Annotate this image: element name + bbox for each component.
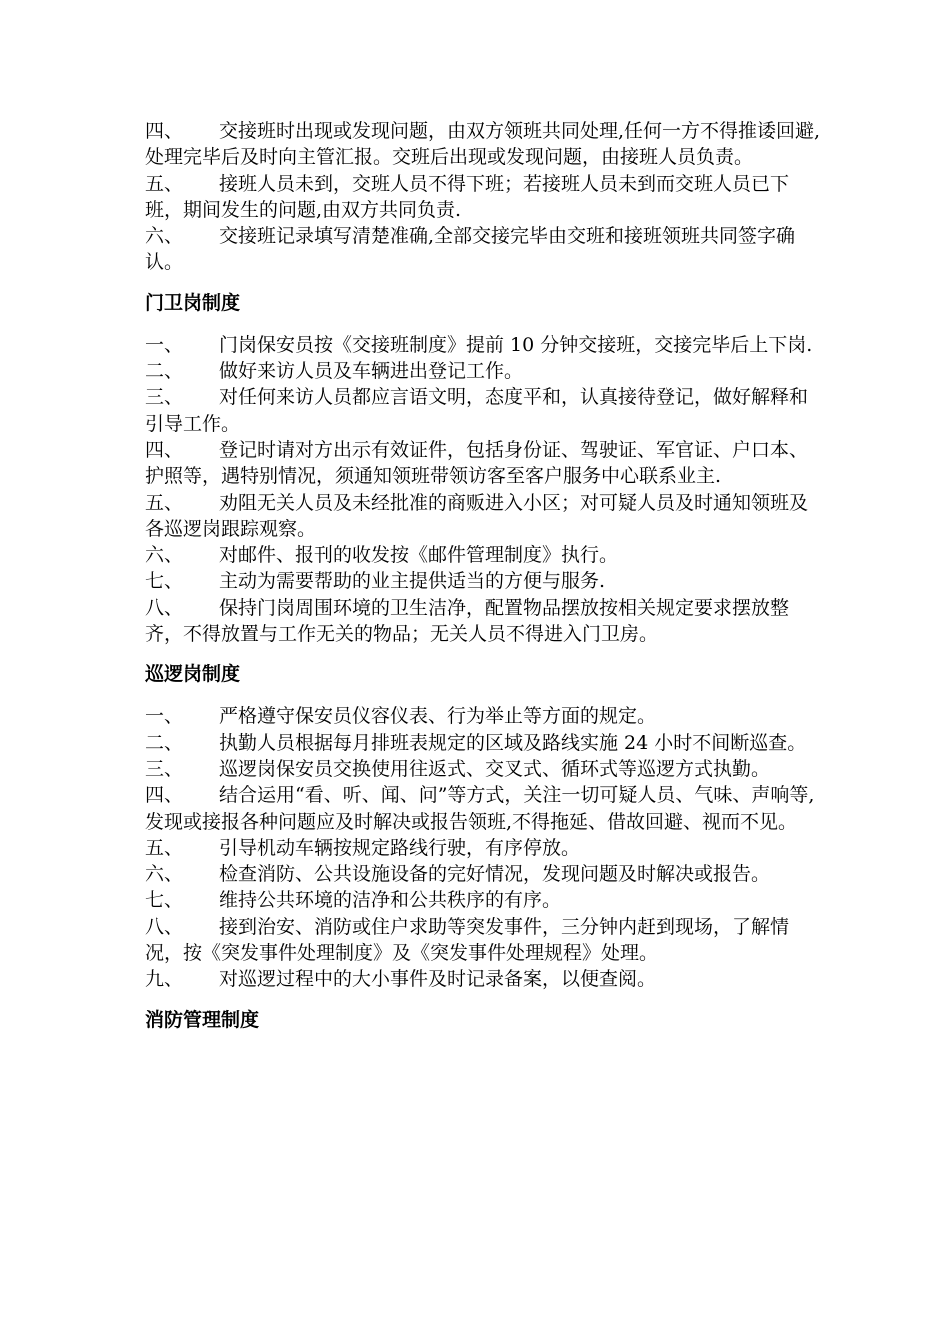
- section-heading: 巡逻岗制度: [145, 663, 241, 686]
- list-item: [145, 730, 825, 756]
- list-item: [145, 118, 825, 171]
- item-text: 做好来访人员及车辆进出登记工作。: [219, 360, 524, 383]
- list-item: [145, 332, 825, 358]
- item-number: 六、: [145, 544, 184, 567]
- item-number: 五、: [145, 172, 184, 195]
- list-item: [145, 595, 825, 648]
- list-item: [145, 171, 825, 224]
- section-heading: 门卫岗制度: [145, 291, 241, 314]
- item-text: 维持公共环境的洁净和公共秩序的有序。: [219, 889, 562, 912]
- item-number: 七、: [145, 570, 184, 593]
- item-text: 巡逻岗保安员交换使用往返式、交叉式、循环式等巡逻方式执勤。: [219, 757, 771, 780]
- item-text: 对任何来访人员都应言语文明，态度平和，认真接待登记，做好解释和引导工作。: [145, 386, 809, 435]
- item-number: 八、: [145, 596, 184, 619]
- item-number: 一、: [145, 333, 184, 356]
- item-text: 接到治安、消防或住户求助等突发事件，三分钟内赶到现场，了解情况，按《突发事件处理制度》及《突发事件处理规程》处理。: [145, 915, 790, 965]
- patrol-post-section: [145, 661, 825, 992]
- list-item: [145, 914, 825, 967]
- item-number: 二、: [145, 360, 184, 383]
- item-text: 引导机动车辆按规定路线行驶，有序停放。: [219, 836, 581, 859]
- list-item: [145, 384, 825, 437]
- item-number: 三、: [145, 757, 184, 780]
- item-number: 二、: [145, 731, 184, 754]
- item-text: 劝阻无关人员及未经批准的商贩进入小区；对可疑人员及时通知领班及各巡逻岗跟踪观察。: [145, 491, 809, 540]
- item-number: 一、: [145, 705, 184, 728]
- item-text: 门岗保安员按《交接班制度》提前 10 分钟交接班，交接完毕后上下岗.: [219, 333, 813, 356]
- intro-section: [145, 118, 825, 276]
- item-number: 六、: [145, 863, 184, 886]
- item-text: 检查消防、公共设施设备的完好情况，发现问题及时解决或报告。: [219, 863, 771, 886]
- item-number: 五、: [145, 491, 184, 514]
- list-item: [145, 703, 825, 729]
- item-text: 对邮件、报刊的收发按《邮件管理制度》执行。: [219, 544, 619, 567]
- gate-post-section: [145, 290, 825, 648]
- list-item: [145, 542, 825, 568]
- item-text: 保持门岗周围环境的卫生洁净，配置物品摆放按相关规定要求摆放整齐，不得放置与工作无关的物品；无关人员不得进入门卫房。: [145, 596, 790, 646]
- list-item: [145, 223, 825, 276]
- item-text: 交接班记录填写清楚准确,全部交接完毕由交班和接班领班共同签字确认。: [145, 225, 796, 274]
- item-text: 主动为需要帮助的业主提供适当的方便与服务.: [219, 570, 606, 593]
- fire-management-section: [145, 1007, 825, 1033]
- item-text: 交接班时出现或发现问题，由双方领班共同处理,任何一方不得推诿回避,处理完毕后及时向主管汇报。交班后出现或发现问题，由接班人员负责。: [145, 120, 821, 169]
- item-number: 八、: [145, 915, 184, 938]
- list-item: [145, 887, 825, 913]
- list-item: [145, 358, 825, 384]
- list-item: [145, 835, 825, 861]
- item-number: 四、: [145, 784, 184, 807]
- item-text: 执勤人员根据每月排班表规定的区域及路线实施 24 小时不间断巡查。: [219, 731, 807, 754]
- list-item: [145, 966, 825, 992]
- list-item: [145, 568, 825, 594]
- item-number: 四、: [145, 438, 184, 461]
- list-item: [145, 861, 825, 887]
- item-text: 结合运用“看、听、闻、问”等方式，关注一切可疑人员、气味、声响等,发现或接报各种问题应及时解决或报告领班,不得拖延、借故回避、视而不见。: [145, 784, 815, 833]
- item-number: 九、: [145, 968, 184, 991]
- item-number: 六、: [145, 225, 184, 248]
- item-number: 五、: [145, 836, 184, 859]
- document-page: [145, 118, 825, 1049]
- item-number: 七、: [145, 889, 184, 912]
- item-text: 对巡逻过程中的大小事件及时记录备案，以便查阅。: [219, 968, 657, 991]
- item-number: 四、: [145, 120, 184, 142]
- item-text: 登记时请对方出示有效证件，包括身份证、驾驶证、军官证、户口本、护照等，遇特别情况，须通知领班带领访客至客户服务中心联系业主.: [145, 438, 809, 488]
- item-text: 严格遵守保安员仪容仪表、行为举止等方面的规定。: [219, 705, 657, 728]
- list-item: [145, 437, 825, 490]
- section-heading: 消防管理制度: [145, 1008, 260, 1031]
- item-text: 接班人员未到，交班人员不得下班；若接班人员未到而交班人员已下班，期间发生的问题,由双方共同负责.: [145, 172, 790, 221]
- list-item: [145, 490, 825, 543]
- list-item: [145, 782, 825, 835]
- list-item: [145, 756, 825, 782]
- item-number: 三、: [145, 386, 184, 409]
